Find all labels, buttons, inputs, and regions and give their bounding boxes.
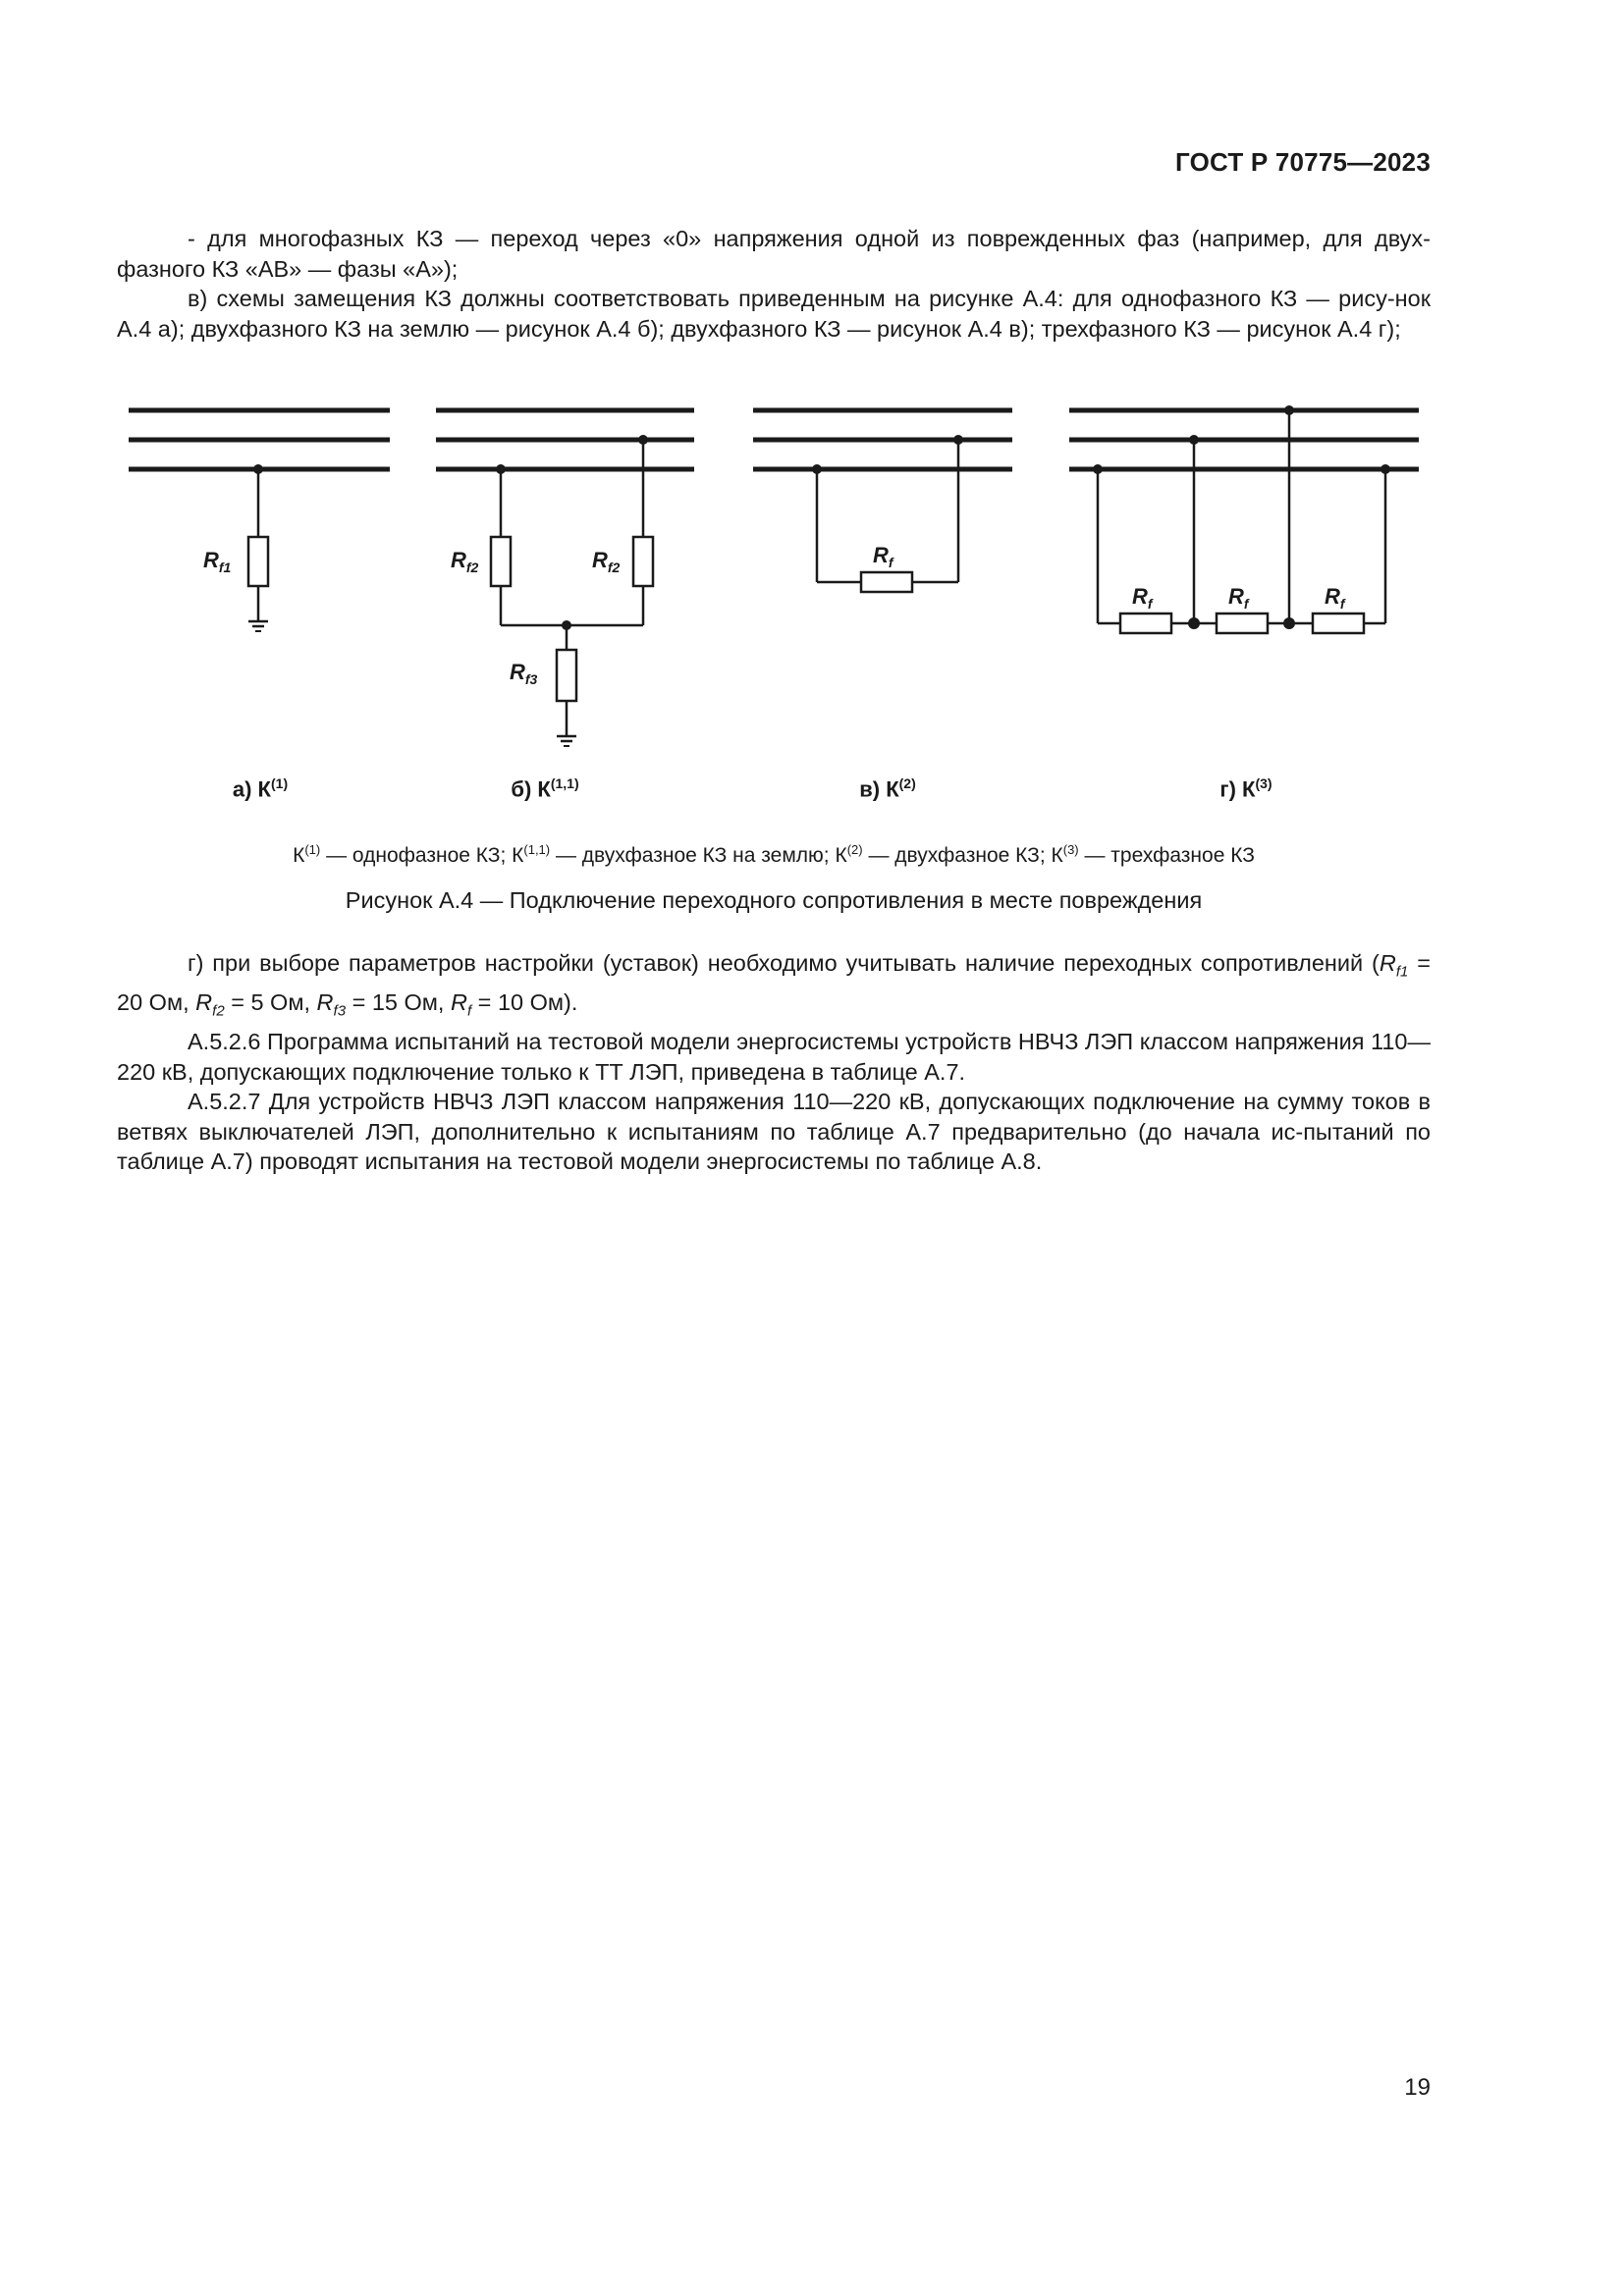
subfigure-label-b: б) К$^{(1,1)}$	[511, 775, 579, 802]
resistor-rf2-left	[491, 537, 511, 586]
label-rf1: $R_{f1}$	[203, 548, 232, 575]
diagram-b	[436, 410, 694, 746]
label-rf-d2: $R_f$	[1228, 584, 1249, 612]
label-rf3: $R_{f3}$	[510, 660, 538, 687]
subfigure-labels	[117, 775, 1431, 815]
subfigure-label-a: а) $К^{(1)}$	[232, 775, 289, 802]
diagram-a	[129, 410, 390, 631]
label-rf2-right: $R_{f2}$	[592, 548, 621, 575]
resistor-rf1	[248, 537, 268, 586]
label-rf-d1: $R_f$	[1132, 584, 1153, 612]
document-header: ГОСТ Р 70775—2023	[1175, 147, 1431, 177]
text-block-bottom	[117, 948, 1431, 1177]
resistor-rf-d2	[1217, 614, 1268, 633]
label-rf-d3: $R_f$	[1325, 584, 1345, 612]
subfigure-label-c: в) $К^{(2)}$	[859, 775, 916, 802]
resistor-rf-c	[861, 572, 912, 592]
paragraph-schemes: в) схемы замещения КЗ должны соответствовать приведенным на рисунке А.4: для однофазного КЗ — рису-нок А.4 а); двухфазного КЗ на землю — рисунок А.4 б); двухфазного КЗ — рисунок А.4 в); трехфазного КЗ — рисунок А.4 г);	[117, 286, 1431, 342]
paragraph-multiphase: - для многофазных КЗ — переход через «0» напряжения одной из поврежденных фаз (например, для двух-фазного КЗ «АВ» — фазы «А»);	[117, 226, 1431, 282]
ground-icon	[557, 736, 576, 746]
text-block-top	[117, 224, 1431, 344]
page-number: 19	[1404, 2074, 1431, 2101]
paragraph-a5-2-7: А.5.2.7 Для устройств НВЧЗ ЛЭП классом напряжения 110—220 кВ, допускающих подключение на сумму токов в ветвях выключателей ЛЭП, дополнительно к испытаниям по таблице А.7 предварительно (до начала ис-пытаний по таблице А.7) проводят испытания на тестовой модели энергосистемы по таблице А.8.	[117, 1089, 1431, 1175]
resistor-rf-d3	[1313, 614, 1364, 633]
ground-icon	[248, 621, 268, 631]
paragraph-settings: г) при выборе параметров настройки (уставок) необходимо учитывать наличие переходных сопротивлений ($R_{f1} = 20$ Ом, $R_{f2} = 5$ Ом, $R_{f3} = 15$ Ом, $R_f = 10$ Ом).	[117, 950, 1431, 1020]
label-rf2-left: $R_{f2}$	[451, 548, 479, 575]
figure-legend: $К^{(1)}$ — однофазное КЗ; К$^{(1,1)}$ — двухфазное КЗ на землю; $К^{(2)}$ — двухфазное КЗ; $К^{(3)}$ — трехфазное КЗ	[293, 842, 1255, 867]
subfigure-label-d: г) $К^{(3)}$	[1219, 775, 1272, 802]
resistor-rf3	[557, 650, 576, 701]
label-rf-c: $R_f$	[873, 543, 893, 570]
circuit-diagrams-svg	[117, 388, 1431, 780]
resistor-rf-d1	[1120, 614, 1171, 633]
paragraph-a5-2-6: А.5.2.6 Программа испытаний на тестовой модели энергосистемы устройств НВЧЗ ЛЭП классом напряжения 110—220 кВ, допускающих подключение только к ТТ ЛЭП, приведена в таблице А.7.	[117, 1029, 1431, 1085]
figure-caption: Рисунок А.4 — Подключение переходного сопротивления в месте повреждения	[345, 887, 1203, 913]
resistor-rf2-right	[633, 537, 653, 586]
